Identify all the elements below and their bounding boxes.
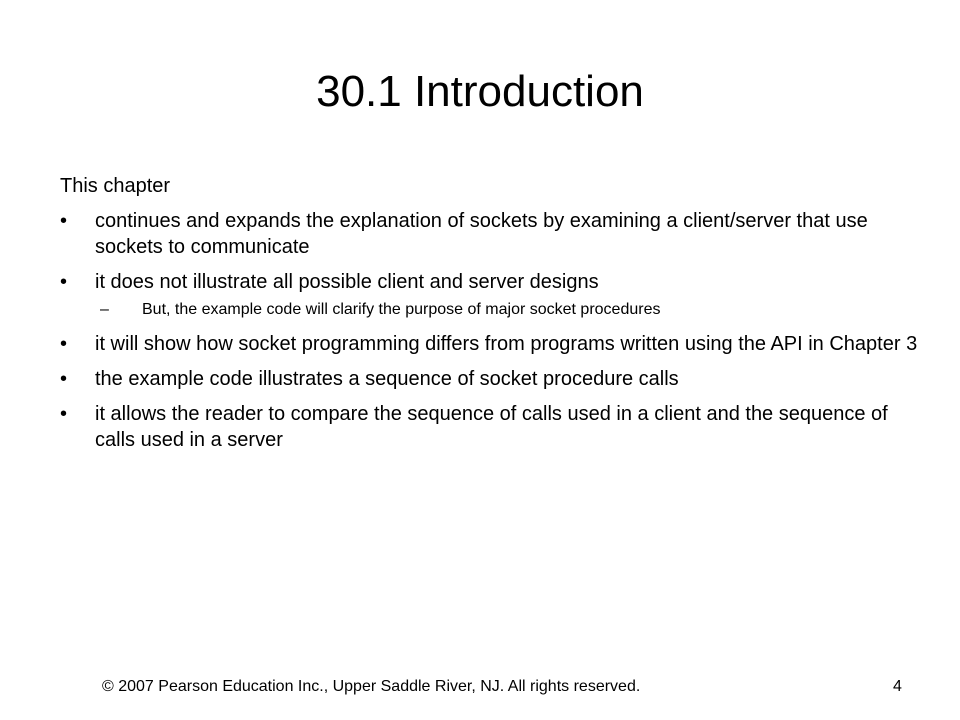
bullet-list bbox=[60, 208, 920, 453]
bullet-text: continues and expands the explanation of sockets by examining a client/server that use sockets to communicate bbox=[95, 210, 868, 258]
sub-bullet-item bbox=[95, 298, 920, 322]
bullet-item bbox=[60, 208, 920, 260]
intro-text: This chapter bbox=[60, 175, 171, 197]
sub-bullet-list bbox=[95, 298, 920, 322]
bullet-item bbox=[60, 366, 920, 392]
bullet-marker: • bbox=[60, 210, 68, 232]
bullet-marker: • bbox=[60, 403, 68, 425]
footer-copyright: © 2007 Pearson Education Inc., Upper Saddle River, NJ. All rights reserved. bbox=[102, 678, 641, 695]
bullet-item bbox=[60, 269, 920, 322]
bullet-marker: • bbox=[60, 271, 68, 293]
sub-bullet-text: But, the example code will clarify the purpose of major socket procedures bbox=[142, 301, 661, 318]
bullet-text: it will show how socket programming differs from programs written using the API in Chapter 3 bbox=[95, 333, 918, 355]
bullet-text: it allows the reader to compare the sequence of calls used in a client and the sequence of calls used in a server bbox=[95, 403, 888, 451]
bullet-item bbox=[60, 401, 920, 453]
bullet-marker: • bbox=[60, 333, 68, 355]
bullet-marker: • bbox=[60, 368, 68, 390]
slide-content bbox=[60, 174, 920, 462]
slide-title: 30.1 Introduction bbox=[316, 67, 644, 116]
bullet-text: it does not illustrate all possible client and server designs bbox=[95, 271, 599, 293]
bullet-text: the example code illustrates a sequence of socket procedure calls bbox=[95, 368, 679, 390]
sub-bullet-marker: – bbox=[100, 301, 109, 318]
bullet-item bbox=[60, 331, 920, 357]
page-number: 4 bbox=[893, 678, 902, 695]
